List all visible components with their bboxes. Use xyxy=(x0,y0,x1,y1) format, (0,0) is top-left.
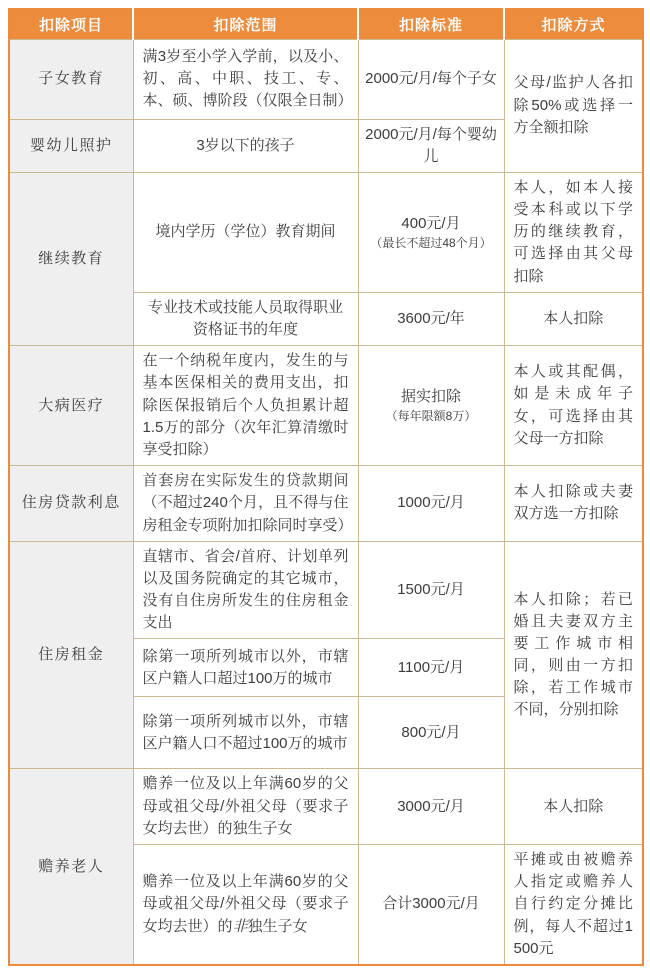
standard-elderly-support-only-child: 3000元/月 xyxy=(358,769,504,845)
standard-continuing-education-certificate: 3600元/年 xyxy=(358,292,504,345)
scope-infant-care: 3岁以下的孩子 xyxy=(133,119,358,172)
method-elderly-support-non-only-child: 平摊或由被赡养人指定或赡养人自行约定分摊比例，每人不超过1500元 xyxy=(504,845,643,965)
standard-value: 400元/月 xyxy=(401,214,461,232)
method-continuing-education-certificate: 本人扣除 xyxy=(504,292,643,345)
scope-housing-rent-tier1: 直辖市、省会/首府、计划单列以及国务院确定的其它城市，没有自住房所发生的住房租金支出 xyxy=(133,541,358,639)
standard-continuing-education-degree xyxy=(358,172,504,292)
scope-elderly-support-non-only-child xyxy=(133,845,358,965)
scope-children-education: 满3岁至小学入学前，以及小、初、高、中职、技工、专、本、硕、博阶段（仅限全日制） xyxy=(133,39,358,119)
tax-deduction-table xyxy=(8,8,644,966)
standard-housing-loan-interest: 1000元/月 xyxy=(358,466,504,542)
header-deduction-scope: 扣除范围 xyxy=(133,9,358,39)
row-housing-loan-interest xyxy=(9,466,643,542)
standard-infant-care: 2000元/月/每个婴幼儿 xyxy=(358,119,504,172)
method-children-and-infant: 父母/监护人各扣除50%或选择一方全额扣除 xyxy=(504,39,643,172)
scope-text-emphasis: 非 xyxy=(232,917,248,935)
standard-note: （最长不超过48个月） xyxy=(370,236,492,251)
row-serious-illness-medical xyxy=(9,346,643,466)
row-housing-rent-tier1 xyxy=(9,541,643,639)
item-serious-illness-medical: 大病医疗 xyxy=(9,346,133,466)
scope-housing-loan-interest: 首套房在实际发生的贷款期间（不超过240个月，且不得与住房租金专项附加扣除同时享受） xyxy=(133,466,358,542)
row-continuing-education-degree xyxy=(9,172,643,292)
method-elderly-support-only-child: 本人扣除 xyxy=(504,769,643,845)
scope-text-suffix: 独生子女 xyxy=(247,917,308,935)
method-continuing-education-degree: 本人，如本人接受本科或以下学历的继续教育，可选择由其父母扣除 xyxy=(504,172,643,292)
item-elderly-support: 赡养老人 xyxy=(9,769,133,965)
scope-serious-illness-medical: 在一个纳税年度内，发生的与基本医保相关的费用支出，扣除医保报销后个人负担累计超1.5万的部分（次年汇算清缴时享受扣除） xyxy=(133,346,358,466)
row-elderly-support-only-child xyxy=(9,769,643,845)
standard-children-education: 2000元/月/每个子女 xyxy=(358,39,504,119)
standard-housing-rent-tier2: 1100元/月 xyxy=(358,639,504,697)
standard-value: 据实扣除 xyxy=(400,388,461,406)
standard-housing-rent-tier3: 800元/月 xyxy=(358,697,504,769)
method-housing-loan-interest: 本人扣除或夫妻双方选一方扣除 xyxy=(504,466,643,542)
item-infant-care: 婴幼儿照护 xyxy=(9,119,133,172)
row-children-education xyxy=(9,39,643,119)
scope-elderly-support-only-child: 赡养一位及以上年满60岁的父母或祖父母/外祖父母（要求子女均去世）的独生子女 xyxy=(133,769,358,845)
header-deduction-item: 扣除项目 xyxy=(9,9,133,39)
header-deduction-method: 扣除方式 xyxy=(504,9,643,39)
method-serious-illness-medical: 本人或其配偶，如是未成年子女，可选择由其父母一方扣除 xyxy=(504,346,643,466)
header-deduction-standard: 扣除标准 xyxy=(358,9,504,39)
standard-housing-rent-tier1: 1500元/月 xyxy=(358,541,504,639)
scope-housing-rent-tier3: 除第一项所列城市以外，市辖区户籍人口不超过100万的城市 xyxy=(133,697,358,769)
header-row xyxy=(9,9,643,39)
item-housing-loan-interest: 住房贷款利息 xyxy=(9,466,133,542)
standard-elderly-support-non-only-child: 合计3000元/月 xyxy=(358,845,504,965)
scope-housing-rent-tier2: 除第一项所列城市以外，市辖区户籍人口超过100万的城市 xyxy=(133,639,358,697)
scope-continuing-education-certificate: 专业技术或技能人员取得职业资格证书的年度 xyxy=(133,292,358,345)
item-children-education: 子女教育 xyxy=(9,39,133,119)
standard-serious-illness-medical xyxy=(358,346,504,466)
method-housing-rent: 本人扣除；若已婚且夫妻双方主要工作城市相同，则由一方扣除，若工作城市不同，分别扣除 xyxy=(504,541,643,769)
item-housing-rent: 住房租金 xyxy=(9,541,133,769)
item-continuing-education: 继续教育 xyxy=(9,172,133,345)
standard-note: （每年限额8万） xyxy=(385,409,477,424)
scope-text-prefix: 赡养一位及以上年满60岁的父母或祖父母/外祖父母（要求子女均去世）的 xyxy=(142,873,349,935)
scope-continuing-education-degree: 境内学历（学位）教育期间 xyxy=(133,172,358,292)
